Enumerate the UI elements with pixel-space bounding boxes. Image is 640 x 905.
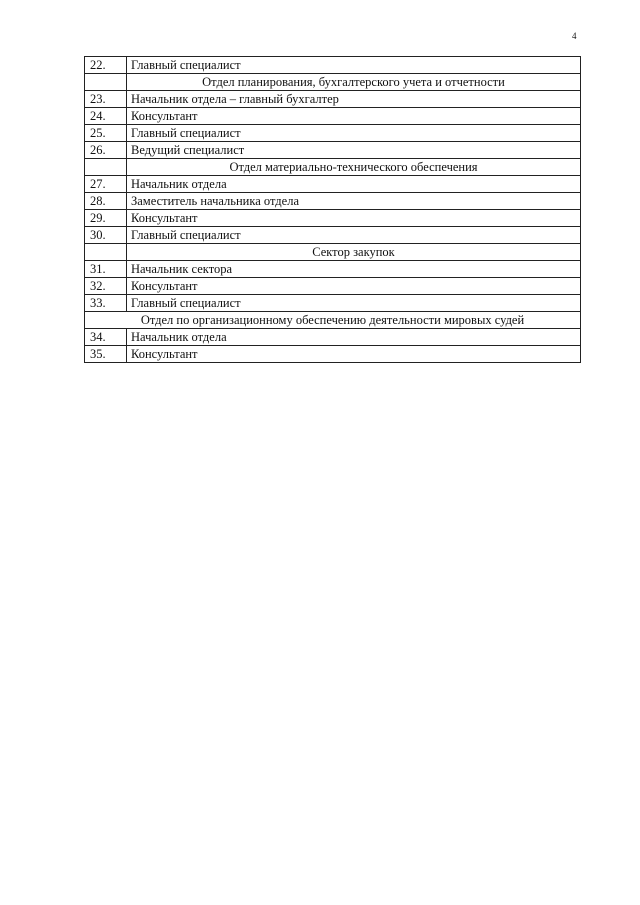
table-row	[85, 108, 581, 125]
section-header-row	[85, 74, 581, 91]
row-number: 35.	[85, 346, 127, 363]
row-number: 34.	[85, 329, 127, 346]
row-number: 28.	[85, 193, 127, 210]
table-row	[85, 91, 581, 108]
section-title: Сектор закупок	[127, 244, 581, 261]
row-number: 22.	[85, 57, 127, 74]
row-number: 26.	[85, 142, 127, 159]
section-header-row	[85, 244, 581, 261]
table-row	[85, 176, 581, 193]
position-title: Начальник отдела	[127, 329, 581, 346]
row-number: 27.	[85, 176, 127, 193]
row-number-cell-empty	[85, 74, 127, 91]
row-number: 33.	[85, 295, 127, 312]
staff-positions-table	[84, 56, 581, 363]
table-row	[85, 346, 581, 363]
section-title: Отдел материально-технического обеспечения	[127, 159, 581, 176]
table-row	[85, 193, 581, 210]
table-row	[85, 142, 581, 159]
section-header-row	[85, 312, 581, 329]
position-title: Консультант	[127, 346, 581, 363]
row-number-cell-empty	[85, 159, 127, 176]
position-title: Начальник отдела – главный бухгалтер	[127, 91, 581, 108]
position-title: Главный специалист	[127, 57, 581, 74]
position-title: Главный специалист	[127, 227, 581, 244]
row-number: 25.	[85, 125, 127, 142]
table-body	[85, 57, 581, 363]
table-row	[85, 57, 581, 74]
position-title: Главный специалист	[127, 295, 581, 312]
row-number: 30.	[85, 227, 127, 244]
table-row	[85, 125, 581, 142]
section-title: Отдел по организационному обеспечению деятельности мировых судей	[85, 312, 581, 329]
position-title: Начальник сектора	[127, 261, 581, 278]
section-header-row	[85, 159, 581, 176]
position-title: Консультант	[127, 278, 581, 295]
position-title: Ведущий специалист	[127, 142, 581, 159]
position-title: Заместитель начальника отдела	[127, 193, 581, 210]
table-row	[85, 261, 581, 278]
row-number: 32.	[85, 278, 127, 295]
section-title: Отдел планирования, бухгалтерского учета и отчетности	[127, 74, 581, 91]
table-row	[85, 278, 581, 295]
row-number-cell-empty	[85, 244, 127, 261]
row-number: 24.	[85, 108, 127, 125]
position-title: Консультант	[127, 210, 581, 227]
table-row	[85, 210, 581, 227]
row-number: 29.	[85, 210, 127, 227]
table-row	[85, 295, 581, 312]
position-title: Консультант	[127, 108, 581, 125]
row-number: 23.	[85, 91, 127, 108]
position-title: Начальник отдела	[127, 176, 581, 193]
row-number: 31.	[85, 261, 127, 278]
page-number: 4	[572, 31, 577, 41]
table-row	[85, 329, 581, 346]
table-row	[85, 227, 581, 244]
position-title: Главный специалист	[127, 125, 581, 142]
